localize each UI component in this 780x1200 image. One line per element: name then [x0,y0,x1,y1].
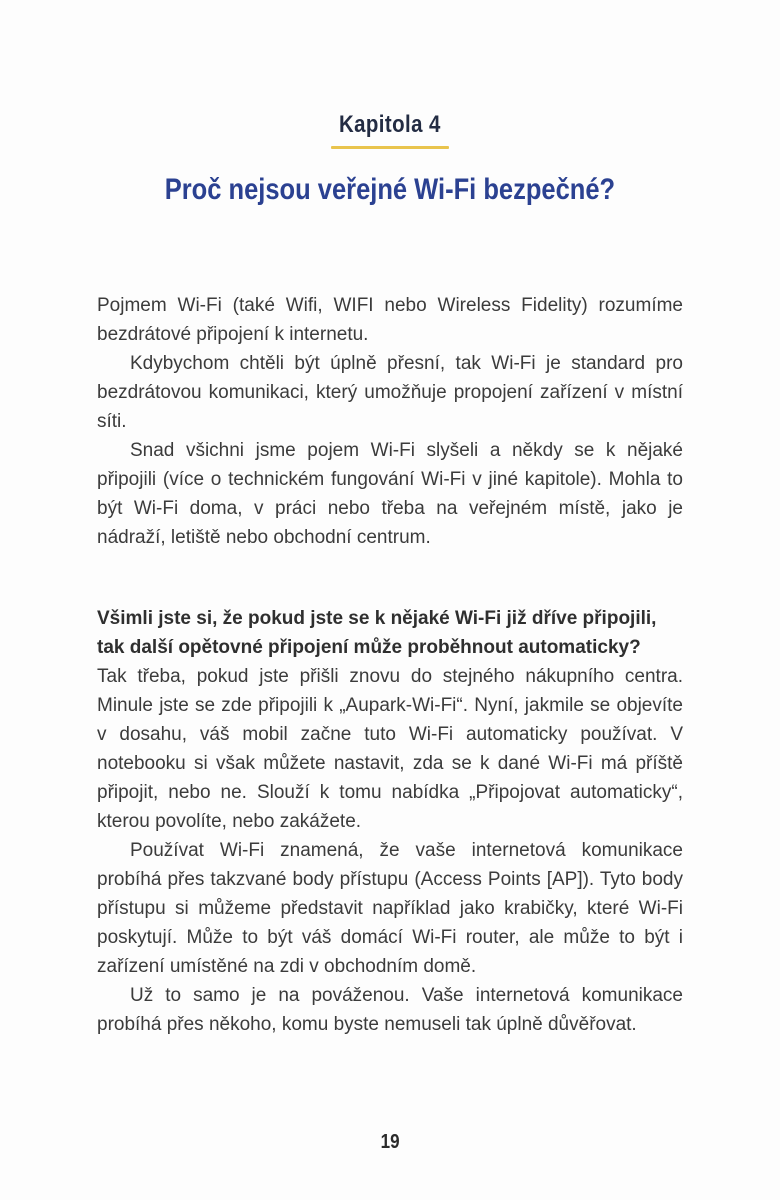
chapter-kicker-label: Kapitola 4 [339,111,441,138]
page-title [97,173,683,207]
lead-question-paragraph: Všimli jste si, že pokud jste se k nějaké Wi-Fi již dříve připojili, tak další opětovné připojení může proběhnout automaticky? [97,608,657,658]
content-column [97,0,683,1039]
page-number-label: 19 [380,1131,400,1153]
page-title-label: Proč nejsou veřejné Wi-Fi bezpečné? [164,173,616,206]
body-paragraph: Kdybychom chtěli být úplně přesní, tak Wi-Fi je standard pro bezdrátovou komunikaci, který umožňuje propojení zařízení v místní síti. [97,353,683,432]
body-paragraph: Pojmem Wi-Fi (také Wifi, WIFI nebo Wireless Fidelity) rozumíme bezdrátové připojení k internetu. [97,295,683,345]
body-paragraph: Snad všichni jsme pojem Wi-Fi slyšeli a někdy se k nějaké připojili (více o technickém fungování Wi-Fi v jiné kapitole). Mohla to být Wi-Fi doma, v práci nebo třeba na veřejném místě, jako je nádraží, letiště nebo obchodní centrum. [97,440,683,548]
chapter-kicker [97,112,683,138]
accent-underline [331,146,449,149]
body-paragraph: Už to samo je na pováženou. Vaše internetová komunikace probíhá přes někoho, komu byste nemuseli tak úplně důvěřovat. [97,985,683,1035]
body-text [97,291,683,1039]
page-number [0,1131,780,1154]
chapter-header [97,112,683,207]
body-paragraph: Tak třeba, pokud jste přišli znovu do stejného nákupního centra. Minule jste se zde připojili k „Aupark-Wi-Fi“. Nyní, jakmile se objevíte v dosahu, váš mobil začne tuto Wi-Fi automaticky používat. V notebooku si však můžete nastavit, zda se k dané Wi-Fi má příště připojit, nebo ne. Slouží k tomu nabídka „Připojovat automaticky“, kterou povolíte, nebo zakážete. [97,666,683,832]
body-paragraph: Používat Wi-Fi znamená, že vaše internetová komunikace probíhá přes takzvané body přístupu (Access Points [AP]). Tyto body přístupu si můžeme představit například jako krabičky, které Wi-Fi poskytují. Může to být váš domácí Wi-Fi router, ale může to být i zařízení umístěné na zdi v obchodním domě. [97,840,683,977]
